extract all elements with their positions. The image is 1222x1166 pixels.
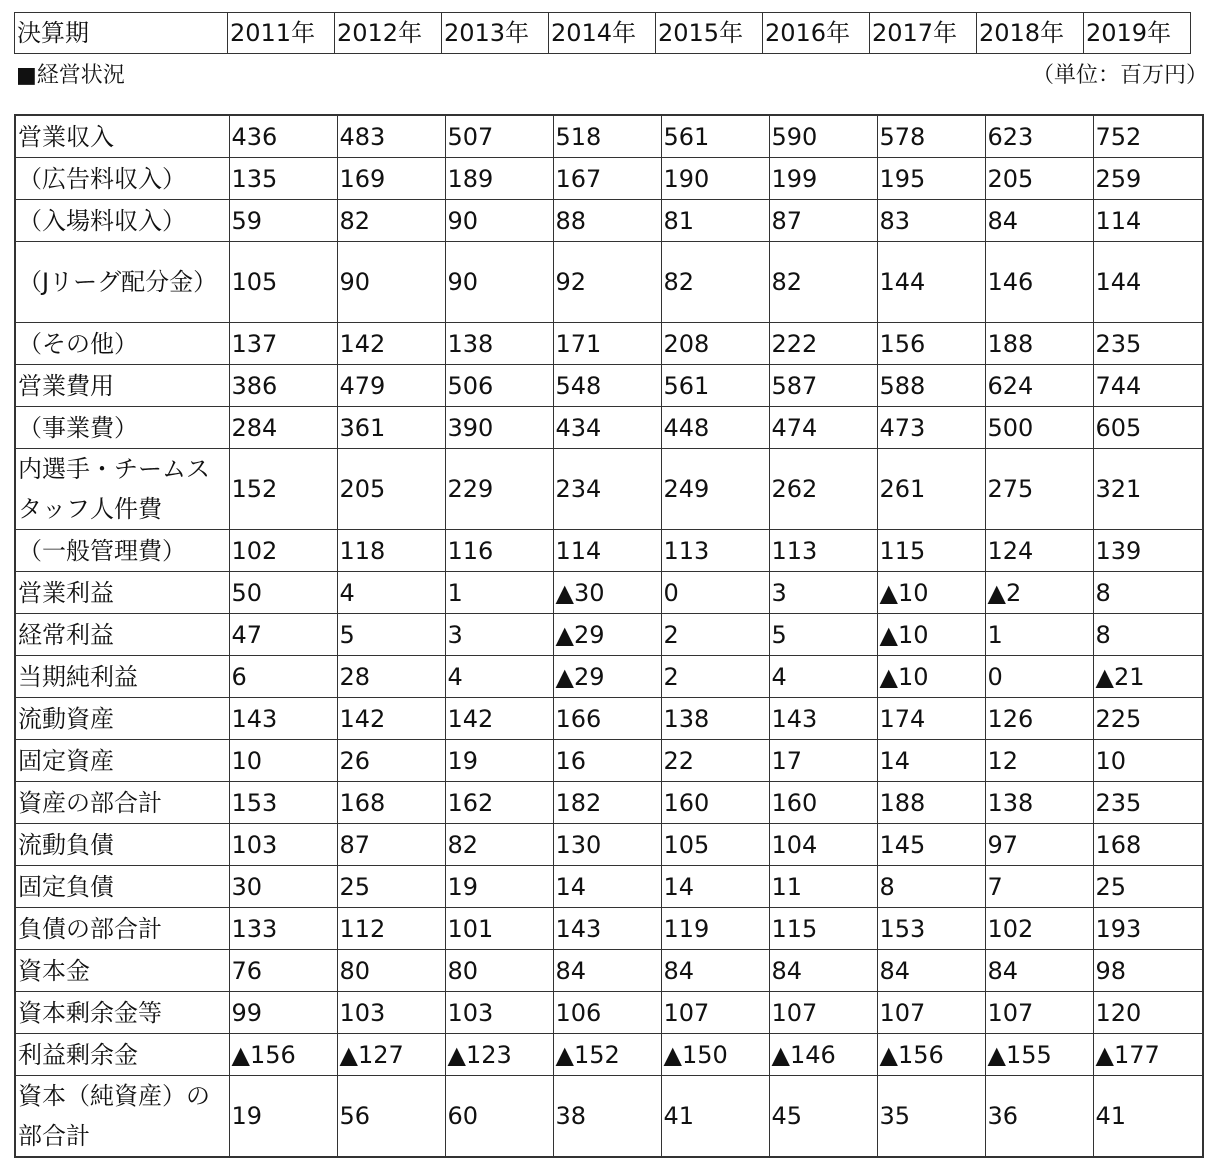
table-cell: 143: [769, 698, 877, 740]
table-cell: 142: [445, 698, 553, 740]
table-cell: 38: [553, 1076, 661, 1158]
table-cell: 22: [661, 740, 769, 782]
table-cell: 162: [445, 782, 553, 824]
table-cell: 321: [1093, 449, 1203, 530]
table-cell: ▲152: [553, 1034, 661, 1076]
table-cell: 483: [337, 115, 445, 158]
table-cell: 168: [337, 782, 445, 824]
table-cell: 26: [337, 740, 445, 782]
table-cell: 30: [229, 866, 337, 908]
table-cell: 28: [337, 656, 445, 698]
table-cell: 112: [337, 908, 445, 950]
table-cell: 45: [769, 1076, 877, 1158]
row-label: 当期純利益: [15, 656, 229, 698]
row-label: 営業利益: [15, 572, 229, 614]
table-cell: 146: [985, 242, 1093, 323]
table-cell: 193: [1093, 908, 1203, 950]
row-label: 資本金: [15, 950, 229, 992]
table-cell: 102: [229, 530, 337, 572]
table-cell: 507: [445, 115, 553, 158]
table-cell: 506: [445, 365, 553, 407]
table-row: [15, 449, 1203, 530]
table-cell: 169: [337, 158, 445, 200]
table-cell: 587: [769, 365, 877, 407]
table-cell: ▲127: [337, 1034, 445, 1076]
table-cell: 14: [661, 866, 769, 908]
period-year: 2017年: [870, 13, 977, 54]
table-row: [15, 824, 1203, 866]
table-cell: ▲21: [1093, 656, 1203, 698]
table-cell: 8: [1093, 614, 1203, 656]
table-cell: 144: [1093, 242, 1203, 323]
table-cell: 500: [985, 407, 1093, 449]
table-cell: ▲146: [769, 1034, 877, 1076]
table-row: [15, 200, 1203, 242]
period-year: 2019年: [1084, 13, 1191, 54]
table-cell: 10: [1093, 740, 1203, 782]
row-label: 固定資産: [15, 740, 229, 782]
table-cell: 222: [769, 323, 877, 365]
table-cell: 0: [985, 656, 1093, 698]
row-label: 経常利益: [15, 614, 229, 656]
table-cell: 19: [445, 740, 553, 782]
table-cell: 126: [985, 698, 1093, 740]
table-cell: 82: [661, 242, 769, 323]
table-cell: 56: [337, 1076, 445, 1158]
table-cell: 5: [337, 614, 445, 656]
table-cell: 205: [985, 158, 1093, 200]
table-cell: 99: [229, 992, 337, 1034]
row-label: 利益剰余金: [15, 1034, 229, 1076]
table-cell: 8: [1093, 572, 1203, 614]
table-cell: 0: [661, 572, 769, 614]
table-cell: 41: [1093, 1076, 1203, 1158]
table-row: [15, 992, 1203, 1034]
table-cell: 144: [877, 242, 985, 323]
table-cell: 113: [661, 530, 769, 572]
table-cell: 113: [769, 530, 877, 572]
table-cell: 588: [877, 365, 985, 407]
table-cell: 7: [985, 866, 1093, 908]
period-year: 2011年: [228, 13, 335, 54]
table-cell: 143: [229, 698, 337, 740]
table-cell: 101: [445, 908, 553, 950]
table-cell: 16: [553, 740, 661, 782]
table-cell: 84: [877, 950, 985, 992]
table-cell: 119: [661, 908, 769, 950]
table-row: [15, 323, 1203, 365]
table-cell: 208: [661, 323, 769, 365]
row-label: 営業費用: [15, 365, 229, 407]
table-cell: 561: [661, 365, 769, 407]
table-cell: 259: [1093, 158, 1203, 200]
table-cell: ▲177: [1093, 1034, 1203, 1076]
table-cell: 130: [553, 824, 661, 866]
table-cell: 114: [1093, 200, 1203, 242]
table-cell: 262: [769, 449, 877, 530]
table-row: [15, 572, 1203, 614]
period-year: 2014年: [549, 13, 656, 54]
table-cell: 47: [229, 614, 337, 656]
table-cell: 82: [337, 200, 445, 242]
table-cell: 160: [661, 782, 769, 824]
table-cell: ▲10: [877, 614, 985, 656]
table-cell: ▲29: [553, 656, 661, 698]
table-cell: 59: [229, 200, 337, 242]
table-cell: 106: [553, 992, 661, 1034]
table-cell: 605: [1093, 407, 1203, 449]
table-cell: 98: [1093, 950, 1203, 992]
table-cell: 88: [553, 200, 661, 242]
table-cell: 261: [877, 449, 985, 530]
row-label: （広告料収入）: [15, 158, 229, 200]
table-row: [15, 158, 1203, 200]
table-cell: 3: [445, 614, 553, 656]
table-cell: 623: [985, 115, 1093, 158]
table-cell: ▲155: [985, 1034, 1093, 1076]
table-cell: 145: [877, 824, 985, 866]
table-cell: 234: [553, 449, 661, 530]
row-label: 内選手・チームスタッフ人件費: [15, 449, 229, 530]
period-year: 2015年: [656, 13, 763, 54]
row-label: （事業費）: [15, 407, 229, 449]
table-cell: 386: [229, 365, 337, 407]
table-cell: 80: [337, 950, 445, 992]
row-label: 資産の部合計: [15, 782, 229, 824]
table-cell: 205: [337, 449, 445, 530]
table-cell: 189: [445, 158, 553, 200]
row-label: （入場料収入）: [15, 200, 229, 242]
table-cell: 19: [229, 1076, 337, 1158]
table-row: [15, 908, 1203, 950]
table-cell: 235: [1093, 782, 1203, 824]
table-cell: 84: [985, 200, 1093, 242]
table-cell: 118: [337, 530, 445, 572]
table-cell: ▲123: [445, 1034, 553, 1076]
table-cell: 102: [985, 908, 1093, 950]
period-header-row: [15, 13, 1191, 54]
table-cell: 2: [661, 656, 769, 698]
row-label: （Jリーグ配分金）: [15, 242, 229, 323]
table-row: [15, 614, 1203, 656]
table-row: [15, 530, 1203, 572]
table-cell: ▲29: [553, 614, 661, 656]
table-cell: 390: [445, 407, 553, 449]
row-label: 流動資産: [15, 698, 229, 740]
table-cell: 138: [985, 782, 1093, 824]
table-cell: 115: [877, 530, 985, 572]
table-row: [15, 1034, 1203, 1076]
table-cell: 82: [769, 242, 877, 323]
table-cell: 182: [553, 782, 661, 824]
period-header-table: [14, 12, 1191, 54]
table-cell: 624: [985, 365, 1093, 407]
table-row: [15, 656, 1203, 698]
section-title: ■経営状況: [16, 63, 125, 88]
table-cell: 249: [661, 449, 769, 530]
table-cell: 14: [877, 740, 985, 782]
table-cell: 84: [769, 950, 877, 992]
table-cell: 142: [337, 698, 445, 740]
table-cell: 190: [661, 158, 769, 200]
table-cell: 76: [229, 950, 337, 992]
table-cell: 116: [445, 530, 553, 572]
row-label: （一般管理費）: [15, 530, 229, 572]
table-cell: 83: [877, 200, 985, 242]
table-cell: 87: [769, 200, 877, 242]
table-cell: 120: [1093, 992, 1203, 1034]
table-cell: 50: [229, 572, 337, 614]
row-label: 資本（純資産）の部合計: [15, 1076, 229, 1158]
table-cell: 4: [337, 572, 445, 614]
table-cell: 225: [1093, 698, 1203, 740]
table-cell: 115: [769, 908, 877, 950]
financial-table: [14, 114, 1204, 1158]
table-cell: 137: [229, 323, 337, 365]
table-cell: 25: [1093, 866, 1203, 908]
table-cell: 133: [229, 908, 337, 950]
row-label: 流動負債: [15, 824, 229, 866]
financial-table-body: [15, 115, 1203, 1157]
table-cell: 84: [661, 950, 769, 992]
table-cell: 3: [769, 572, 877, 614]
table-cell: 5: [769, 614, 877, 656]
row-label: 資本剰余金等: [15, 992, 229, 1034]
table-cell: 139: [1093, 530, 1203, 572]
table-cell: 284: [229, 407, 337, 449]
period-year: 2016年: [763, 13, 870, 54]
table-cell: 90: [445, 200, 553, 242]
table-cell: 235: [1093, 323, 1203, 365]
row-label: 負債の部合計: [15, 908, 229, 950]
table-row: [15, 365, 1203, 407]
table-row: [15, 782, 1203, 824]
table-cell: 97: [985, 824, 1093, 866]
table-cell: 14: [553, 866, 661, 908]
table-cell: 361: [337, 407, 445, 449]
table-cell: 548: [553, 365, 661, 407]
table-cell: 2: [661, 614, 769, 656]
row-label: （その他）: [15, 323, 229, 365]
table-cell: 8: [877, 866, 985, 908]
table-cell: 199: [769, 158, 877, 200]
row-label: 固定負債: [15, 866, 229, 908]
table-row: [15, 1076, 1203, 1158]
period-year: 2013年: [442, 13, 549, 54]
table-cell: 436: [229, 115, 337, 158]
table-cell: 229: [445, 449, 553, 530]
table-cell: 84: [985, 950, 1093, 992]
table-cell: 143: [553, 908, 661, 950]
period-label: 決算期: [15, 13, 228, 54]
table-cell: 434: [553, 407, 661, 449]
table-cell: 138: [661, 698, 769, 740]
table-cell: 275: [985, 449, 1093, 530]
table-cell: 92: [553, 242, 661, 323]
table-cell: 80: [445, 950, 553, 992]
table-cell: 578: [877, 115, 985, 158]
table-cell: 90: [337, 242, 445, 323]
table-cell: 103: [337, 992, 445, 1034]
table-cell: 35: [877, 1076, 985, 1158]
table-cell: 10: [229, 740, 337, 782]
table-cell: 84: [553, 950, 661, 992]
table-cell: 105: [229, 242, 337, 323]
table-cell: 590: [769, 115, 877, 158]
table-cell: 168: [1093, 824, 1203, 866]
table-cell: 41: [661, 1076, 769, 1158]
period-year: 2012年: [335, 13, 442, 54]
table-cell: 152: [229, 449, 337, 530]
table-cell: 142: [337, 323, 445, 365]
table-cell: 188: [877, 782, 985, 824]
table-cell: 107: [769, 992, 877, 1034]
table-cell: 87: [337, 824, 445, 866]
table-row: [15, 242, 1203, 323]
table-cell: 167: [553, 158, 661, 200]
table-cell: 4: [769, 656, 877, 698]
table-cell: 473: [877, 407, 985, 449]
table-cell: 744: [1093, 365, 1203, 407]
table-cell: 12: [985, 740, 1093, 782]
table-cell: ▲156: [229, 1034, 337, 1076]
table-row: [15, 407, 1203, 449]
table-row: [15, 950, 1203, 992]
table-cell: 160: [769, 782, 877, 824]
table-cell: 36: [985, 1076, 1093, 1158]
table-cell: ▲2: [985, 572, 1093, 614]
table-cell: 135: [229, 158, 337, 200]
table-cell: ▲156: [877, 1034, 985, 1076]
row-label: 営業収入: [15, 115, 229, 158]
table-cell: 104: [769, 824, 877, 866]
table-cell: 107: [985, 992, 1093, 1034]
table-cell: 124: [985, 530, 1093, 572]
table-cell: 103: [229, 824, 337, 866]
table-cell: 107: [661, 992, 769, 1034]
table-cell: 82: [445, 824, 553, 866]
table-cell: 19: [445, 866, 553, 908]
period-year: 2018年: [977, 13, 1084, 54]
table-cell: 195: [877, 158, 985, 200]
table-cell: 448: [661, 407, 769, 449]
table-cell: 518: [553, 115, 661, 158]
table-cell: 752: [1093, 115, 1203, 158]
table-cell: 156: [877, 323, 985, 365]
table-cell: 479: [337, 365, 445, 407]
table-cell: 60: [445, 1076, 553, 1158]
table-cell: 188: [985, 323, 1093, 365]
table-cell: 90: [445, 242, 553, 323]
table-cell: 6: [229, 656, 337, 698]
table-cell: ▲10: [877, 656, 985, 698]
table-cell: 474: [769, 407, 877, 449]
table-row: [15, 115, 1203, 158]
table-cell: ▲150: [661, 1034, 769, 1076]
table-cell: 81: [661, 200, 769, 242]
table-cell: 166: [553, 698, 661, 740]
cropped-heading: [0, 0, 1222, 10]
table-cell: 1: [445, 572, 553, 614]
table-cell: 105: [661, 824, 769, 866]
table-cell: 107: [877, 992, 985, 1034]
table-cell: 17: [769, 740, 877, 782]
unit-note: （単位：百万円）: [1031, 63, 1208, 88]
table-cell: 1: [985, 614, 1093, 656]
table-cell: 561: [661, 115, 769, 158]
table-cell: ▲30: [553, 572, 661, 614]
table-cell: 171: [553, 323, 661, 365]
table-cell: 138: [445, 323, 553, 365]
table-cell: 25: [337, 866, 445, 908]
table-cell: 4: [445, 656, 553, 698]
table-cell: 153: [877, 908, 985, 950]
table-row: [15, 740, 1203, 782]
table-cell: 174: [877, 698, 985, 740]
table-cell: 153: [229, 782, 337, 824]
table-cell: 103: [445, 992, 553, 1034]
table-cell: 114: [553, 530, 661, 572]
table-cell: 11: [769, 866, 877, 908]
table-row: [15, 698, 1203, 740]
table-row: [15, 866, 1203, 908]
table-cell: ▲10: [877, 572, 985, 614]
